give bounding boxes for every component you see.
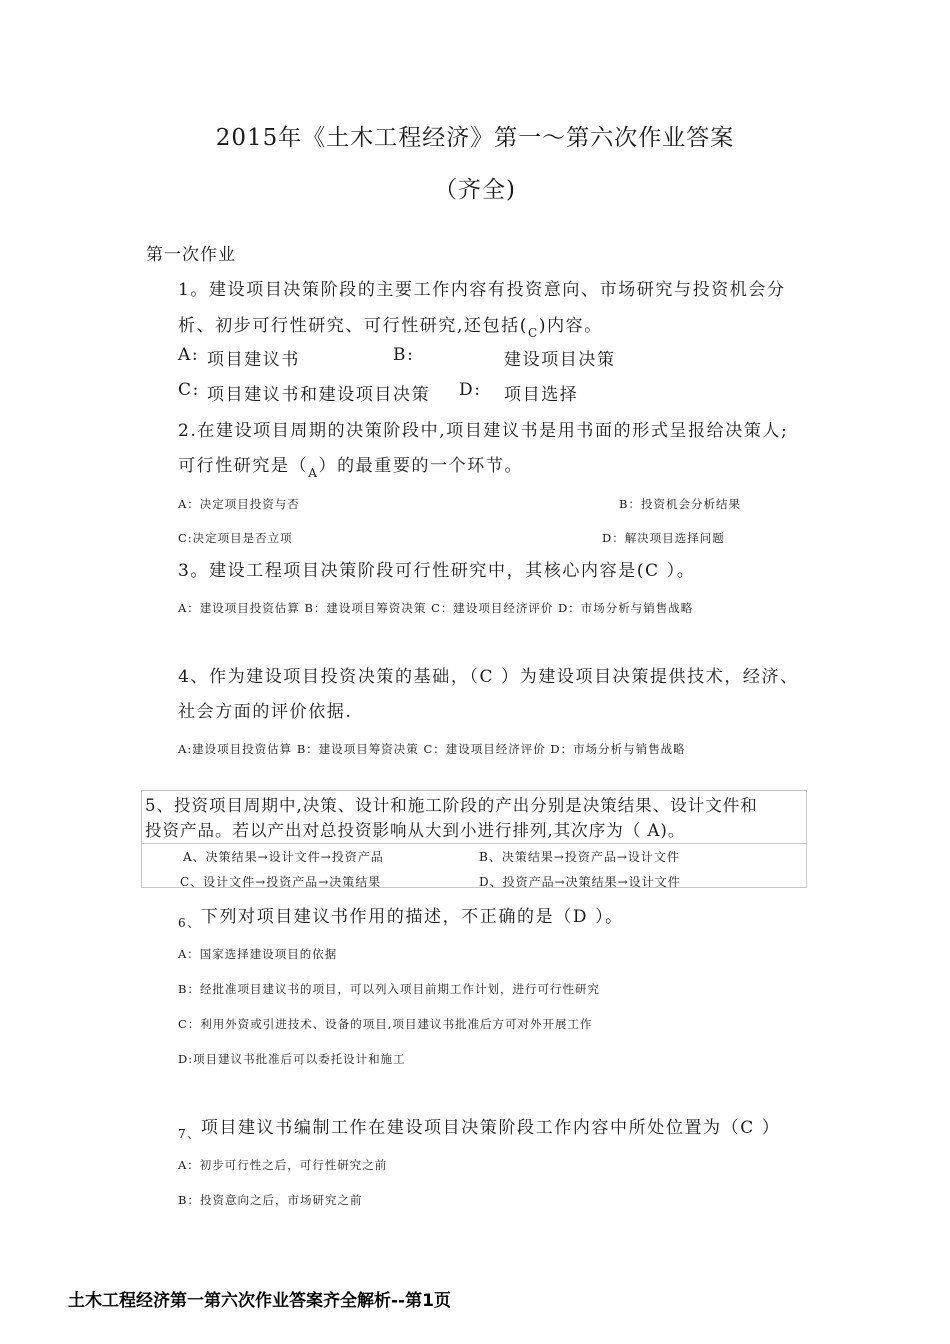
question-1-option-b-letter: B:	[393, 345, 415, 365]
question-2-option-c: C:决定项目是否立项	[178, 531, 293, 545]
page-footer: 土木工程经济第一第六次作业答案齐全解析--第1页	[68, 1291, 451, 1311]
question-2-option-a: A：决定项目投资与否	[178, 497, 300, 511]
question-5-divider	[142, 843, 806, 844]
question-2-answer: A	[308, 466, 319, 480]
question-1-option-d-letter: D:	[459, 380, 482, 400]
question-1-option-c-letter: C:	[178, 380, 200, 400]
question-1-line-2	[178, 311, 603, 340]
question-1-line-1: 1。建设项目决策阶段的主要工作内容有投资意向、市场研究与投资机会分	[178, 280, 786, 300]
question-1-option-a-letter: A:	[178, 345, 200, 365]
question-2-text-end: ）的最重要的一个环节。	[318, 456, 524, 476]
question-2-line-1: 2.在建设项目周期的决策阶段中,项目建议书是用书面的形式呈报给决策人;	[178, 421, 789, 441]
question-5-line-1: 5、投资项目周期中,决策、设计和施工阶段的产出分别是决策结果、设计文件和	[145, 796, 758, 815]
question-3-options: A：建设项目投资估算 B：建设项目筹资决策 C：建设项目经济评价 D：市场分析与销售战略	[178, 601, 694, 615]
question-6-text: 下列对项目建议书作用的描述，不正确的是（D ）。	[200, 907, 624, 927]
question-1-option-b: 建设项目决策	[504, 350, 616, 370]
question-4-line-2: 社会方面的评价依据.	[178, 702, 353, 722]
question-1-option-c: 项目建议书和建设项目决策	[207, 385, 431, 405]
question-7-text: 项目建议书编制工作在建设项目决策阶段工作内容中所处位置为（C ）	[200, 1118, 781, 1138]
question-2-option-b: B：投资机会分析结果	[619, 497, 741, 511]
question-7-line-1	[178, 1113, 781, 1141]
question-6-number: 6、	[178, 916, 201, 930]
question-2-line-2	[178, 451, 524, 480]
question-1-option-a: 项目建议书	[207, 350, 300, 370]
question-1-option-d: 项目选择	[504, 385, 579, 405]
question-6-option-b: B：经批准项目建议书的项目，可以列入项目前期工作计划，进行可行性研究	[178, 982, 600, 996]
question-5-option-b: B、决策结果→投资产品→设计文件	[479, 850, 680, 864]
question-2-option-d: D：解决项目选择问题	[602, 531, 725, 545]
question-6-option-c: C：利用外资或引进技术、设备的项目,项目建议书批准后方可对外开展工作	[178, 1017, 593, 1031]
question-1-text: 析、初步可行性研究、可行性研究,还包括(	[178, 316, 529, 336]
document-title: 2015年《土木工程经济》第一～第六次作业答案	[215, 125, 735, 151]
document-subtitle: （齐全)	[434, 177, 516, 203]
section-heading: 第一次作业	[146, 245, 236, 265]
question-5-option-c: C、设计文件→投资产品→决策结果	[180, 875, 382, 889]
question-4-line-1: 4、作为建设项目投资决策的基础，（C ）为建设项目决策提供技术，经济、	[178, 667, 799, 687]
question-1-answer: C	[528, 326, 539, 340]
question-1-text-end: )内容。	[538, 316, 603, 336]
question-2-text: 可行性研究是（	[178, 456, 309, 476]
question-5-option-d: D、投资产品→决策结果→设计文件	[479, 875, 681, 889]
question-6-line-1	[178, 902, 624, 930]
question-7-option-b: B：投资意向之后，市场研究之前	[178, 1193, 363, 1207]
question-5-line-2: 投资产品。若以产出对总投资影响从大到小进行排列,其次序为（ A)。	[145, 821, 686, 840]
question-7-option-a: A：初步可行性之后，可行性研究之前	[178, 1158, 388, 1172]
question-6-option-d: D:项目建议书批准后可以委托设计和施工	[178, 1052, 406, 1066]
question-7-number: 7、	[178, 1127, 201, 1141]
question-5-option-a: A、决策结果→设计文件→投资产品	[183, 850, 384, 864]
question-4-options: A:建设项目投资估算 B：建设项目筹资决策 C：建设项目经济评价 D：市场分析与销售战略	[178, 742, 686, 756]
question-6-option-a: A：国家选择建设项目的依据	[178, 947, 338, 961]
question-3-line-1: 3。建设工程项目决策阶段可行性研究中，其核心内容是(C ）。	[178, 561, 696, 581]
